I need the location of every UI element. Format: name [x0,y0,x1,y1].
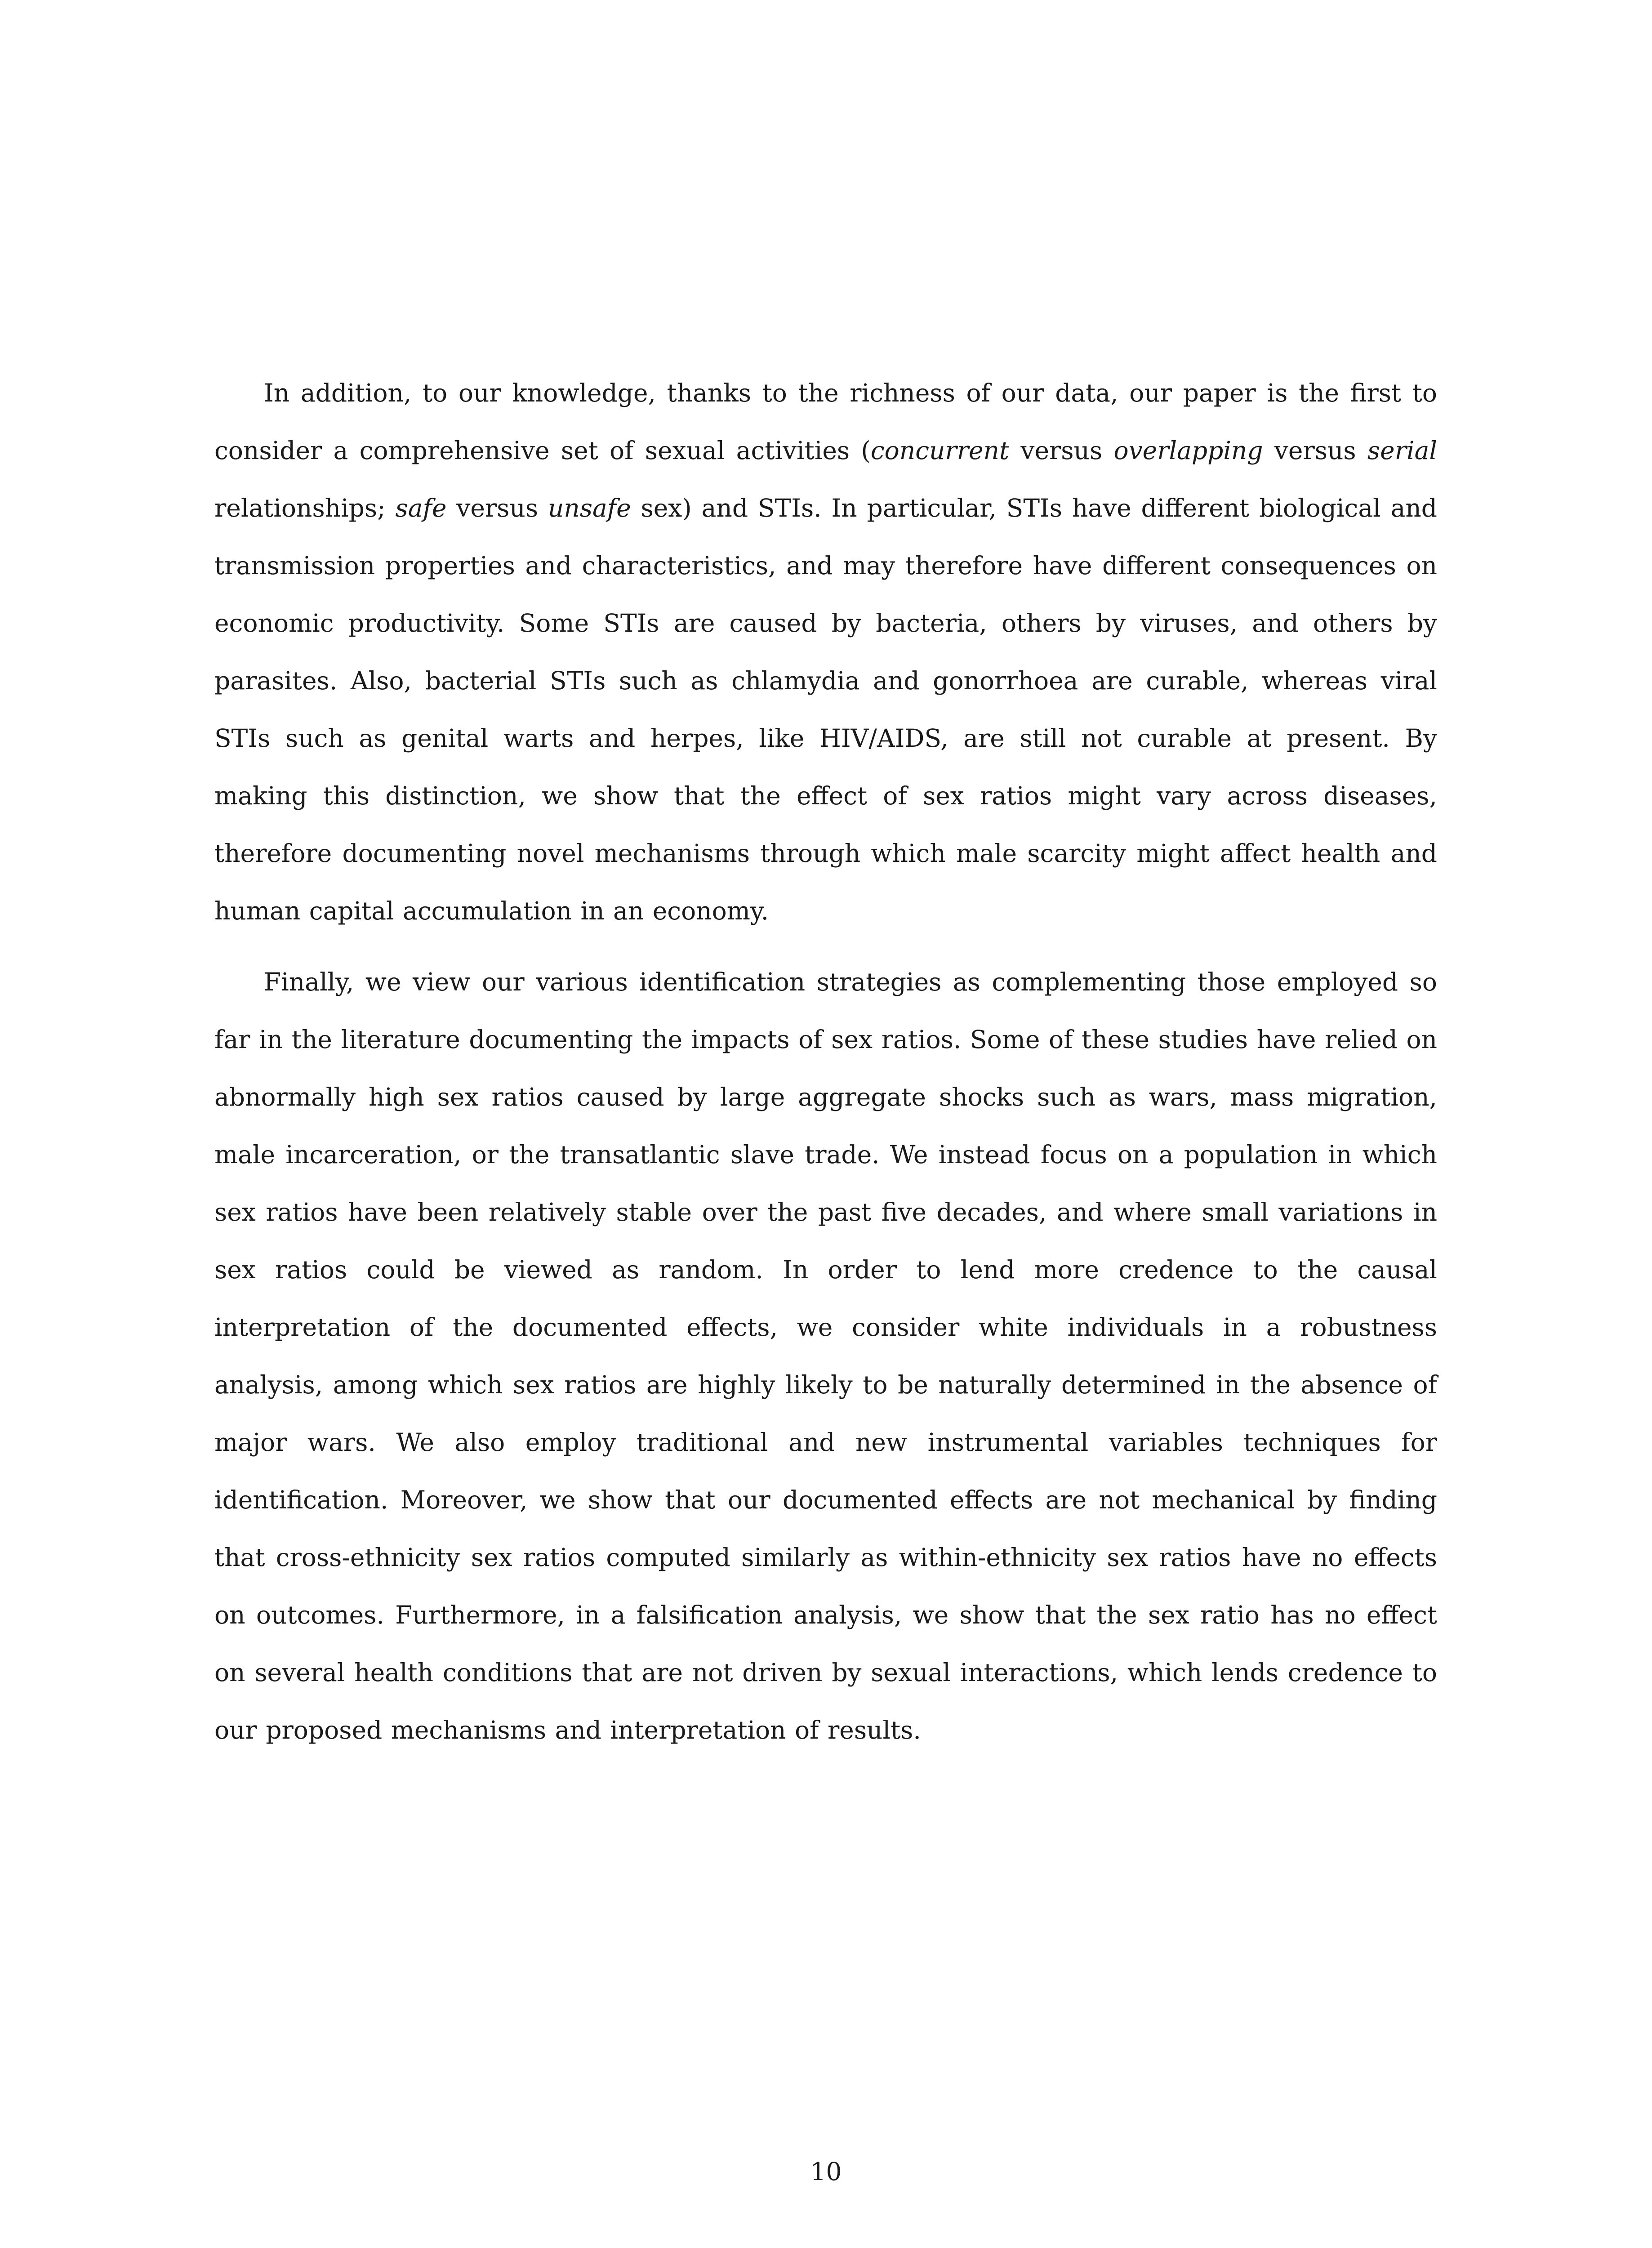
paragraph-segment-italic: safe [395,494,447,522]
paragraph-segment: versus [446,494,548,522]
paragraph-identification-strategies [214,953,1437,1759]
paragraph-segment: In addition, to our knowledge, thanks to the richness of our data, our paper is the first to consider a comprehensive set of sexual activities ( [214,379,1437,465]
paragraph-segment-italic: unsafe [548,494,631,522]
paragraph-segment: versus [1263,436,1367,465]
paragraph-segment-italic: concurrent [870,436,1010,465]
paragraph-segment-italic: overlapping [1113,436,1263,465]
paragraph-sti-activities [214,364,1437,940]
body-text [214,364,1437,1759]
paragraph-segment: sex) and STIs. In particular, STIs have different biological and transmission properties and characteristics, and may therefore have different consequences on economic productivity. Some STIs are caused by bacteria, others by viruses, and others by parasites. Also, bacterial STIs such as chlamydia and gonorrhoea are curable, whereas viral STIs such as genital warts and herpes, like HIV/AIDS, are still not curable at present. By making this distinction, we show that the effect of sex ratios might vary across diseases, therefore documenting novel mechanisms through which male scarcity might affect health and human capital accumulation in an economy. [214,494,1437,925]
paragraph-segment-italic: serial [1367,436,1437,465]
page-number: 10 [810,2157,842,2186]
paragraph-segment: relationships; [214,494,396,522]
paragraph-segment: versus [1009,436,1114,465]
paragraph-segment: Finally, we view our various identification strategies as complementing those employed so far in the literature documenting the impacts of sex ratios. Some of these studies have relied on abnormally high sex ratios caused by large aggregate shocks such as wars, mass migration, male incarceration, or the transatlantic slave trade. We instead focus on a population in which sex ratios have been relatively stable over the past five decades, and where small variations in sex ratios could be viewed as random. In order to lend more credence to the causal interpretation of the documented effects, we consider white individuals in a robustness analysis, among which sex ratios are highly likely to be naturally determined in the absence of major wars. We also employ traditional and new instrumental variables techniques for identification. Moreover, we show that our documented effects are not mechanical by finding that cross-ethnicity sex ratios computed similarly as within-ethnicity sex ratios have no effects on outcomes. Furthermore, in a falsification analysis, we show that the sex ratio has no effect on several health conditions that are not driven by sexual interactions, which lends credence to our proposed mechanisms and interpretation of results. [214,968,1437,1744]
